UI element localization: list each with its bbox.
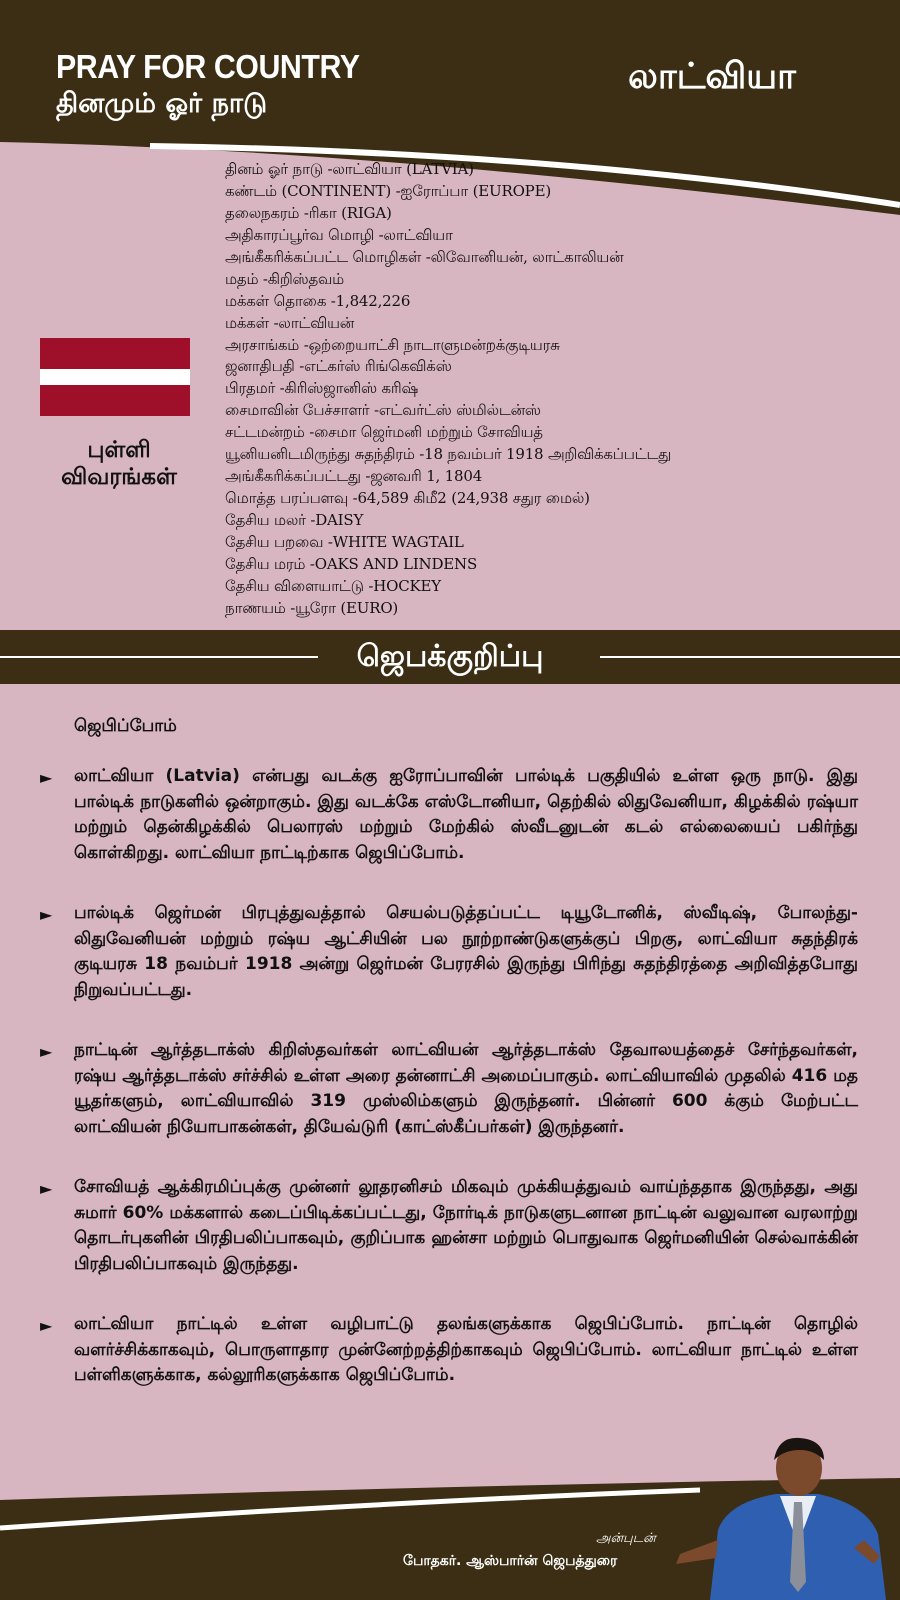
fact-item: கண்டம் (CONTINENT) -ஐரோப்பா (EUROPE) (225, 181, 551, 200)
fact-item: மொத்த பரப்பளவு -64,589 கிமீ2 (24,938 சதுர மைல்) (225, 489, 590, 508)
fact-item: மக்கள் தொகை -1,842,226 (225, 291, 411, 310)
header-title-en: PRAY FOR COUNTRY (56, 48, 360, 85)
header-title-ta: தினமும் ஓர் நாடு (56, 88, 268, 119)
prayer-point (40, 1175, 858, 1277)
fact-item: மக்கள் -லாட்வியன் (225, 313, 355, 332)
fact-item: அதிகாரப்பூர்வ மொழி -லாட்வியா (225, 225, 453, 244)
prayer-intro: ஜெபிப்போம் (74, 716, 177, 736)
fact-item: தேசிய மரம் -OAKS AND LINDENS (225, 554, 478, 573)
prayer-heading-band (0, 630, 900, 684)
fact-item: பிரதமர் -கிரிஸ்ஜானிஸ் கரிஷ் (225, 379, 419, 398)
play-triangle-icon: ► (40, 768, 53, 787)
pastor-portrait-icon (668, 1432, 900, 1600)
prayer-point (40, 901, 858, 1003)
prayer-points (40, 764, 858, 1424)
fact-item: சட்டமன்றம் -சைமா ஜெர்மனி மற்றும் சோவியத் (225, 423, 543, 442)
prayer-point-text: லாட்வியா நாட்டில் உள்ள வழிபாட்டு தலங்களுக்காக ஜெபிப்போம். நாட்டின் தொழில் வளர்ச்சிக்காகவும், பொருளாதார முன்னேற்றத்திற்காகவும் ஜெபிப்போம். லாட்வியா நாட்டில் உள்ள பள்ளிகளுக்காக, கல்லூரிகளுக்காக ஜெபிப்போம். (74, 1314, 858, 1385)
play-triangle-icon: ► (40, 1316, 53, 1335)
facts-list (225, 159, 885, 620)
prayer-point-text: சோவியத் ஆக்கிரமிப்புக்கு முன்னர் லூதரனிசம் மிகவும் முக்கியத்துவம் வாய்ந்ததாக இருந்தது, அது சுமார் 60% மக்களால் கடைப்பிடிக்கப்பட்டது, நோர்டிக் நாடுகளுடனான நாட்டின் வலுவான வரலாற்று தொடர்புகளின் பிரதிபலிப்பாகவும், குறிப்பாக ஹன்சா மற்றும் பொதுவாக ஜெர்மனியின் செல்வாக்கின் பிரதிபலிப்பாகவும் இருந்தது. (74, 1177, 858, 1274)
fact-item: மதம் -கிறிஸ்தவம் (225, 269, 345, 288)
country-name: லாட்வியா (628, 56, 796, 97)
fact-item: யூனியனிடமிருந்து சுதந்திரம் -18 நவம்பர் 1918 அறிவிக்கப்பட்டது (225, 445, 672, 464)
fact-item: சைமாவின் பேச்சாளர் -எட்வர்ட்ஸ் ஸ்மில்டன்ஸ் (225, 401, 541, 420)
play-triangle-icon: ► (40, 1042, 53, 1061)
facts-label-line2: விவரங்கள் (61, 464, 177, 490)
fact-item: ஜனாதிபதி -எட்கர்ஸ் ரிங்கெவிக்ஸ் (225, 357, 452, 376)
facts-label (44, 437, 194, 491)
fact-item: நாணயம் -யூரோ (EURO) (225, 598, 399, 617)
prayer-point (40, 1312, 858, 1389)
prayer-point-text: பால்டிக் ஜெர்மன் பிரபுத்துவத்தால் செயல்படுத்தப்பட்ட டியூடோனிக், ஸ்வீடிஷ், போலந்து-லிதுவேனியன் மற்றும் ரஷ்ய ஆட்சியின் பல நூற்றாண்டுகளுக்குப் பிறகு, லாட்வியா சுதந்திரக் குடியரசு 18 நவம்பர் 1918 அன்று ஜெர்மன் பேரரசில் இருந்து பிரிந்து சுதந்திரத்தை அறிவித்தபோது நிறுவப்பட்டது. (74, 903, 858, 1000)
fact-item: அங்கீகரிக்கப்பட்ட மொழிகள் -லிவோனியன், லாட்காலியன் (225, 247, 624, 266)
fact-item: தேசிய பறவை -WHITE WAGTAIL (225, 532, 464, 551)
signature-name: போதகர். ஆஸ்பார்ன் ஜெபத்துரை (403, 1553, 618, 1569)
fact-item: அரசாங்கம் -ஒற்றையாட்சி நாடாளுமன்றக்குடியரசு (225, 335, 560, 354)
fact-item: தலைநகரம் -ரிகா (RIGA) (225, 203, 392, 222)
signature-greeting: அன்புடன் (596, 1531, 656, 1546)
prayer-heading: ஜெபக்குறிப்பு (356, 639, 544, 674)
prayer-point-text: லாட்வியா (Latvia) என்பது வடக்கு ஐரோப்பாவின் பால்டிக் பகுதியில் உள்ள ஒரு நாடு. இது பால்டிக் நாடுகளில் ஒன்றாகும். இது வடக்கே எஸ்டோனியா, தெற்கில் லிதுவேனியா, கிழக்கில் ரஷ்யா மற்றும் தென்கிழக்கில் பெலாரஸ் மற்றும் மேற்கில் ஸ்வீடனுடன் கடல் எல்லையைப் பகிர்ந்து கொள்கிறது. லாட்வியா நாட்டிற்காக ஜெபிப்போம். (74, 766, 858, 863)
prayer-point (40, 1038, 858, 1140)
play-triangle-icon: ► (40, 1179, 53, 1198)
fact-item: தேசிய விளையாட்டு -HOCKEY (225, 576, 441, 595)
fact-item: தினம் ஓர் நாடு -லாட்வியா (LATVIA) (225, 160, 474, 178)
play-triangle-icon: ► (40, 905, 53, 924)
fact-item: அங்கீகரிக்கப்பட்டது -ஜனவரி 1, 1804 (225, 467, 483, 486)
fact-item: தேசிய மலர் -DAISY (225, 511, 364, 529)
prayer-point-text: நாட்டின் ஆர்த்தடாக்ஸ் கிறிஸ்தவர்கள் லாட்வியன் ஆர்த்தடாக்ஸ் தேவாலயத்தைச் சேர்ந்தவர்கள், ரஷ்ய ஆர்த்தடாக்ஸ் சர்ச்சில் உள்ள அரை தன்னாட்சி அமைப்பாகும். லாட்வியாவில் முதலில் 416 மத யூதர்களும், லாட்வியாவில் 319 முஸ்லிம்களும் இருந்தனர். பின்னர் 600 க்கும் மேற்பட்ட லாட்வியன் நியோபாகன்கள், தியேவ்டுரி (காட்ஸ்கீப்பர்கள்) இருந்தனர். (74, 1040, 858, 1137)
facts-label-line1: புள்ளி (87, 437, 151, 463)
latvia-flag-icon (40, 338, 190, 416)
prayer-point (40, 764, 858, 866)
